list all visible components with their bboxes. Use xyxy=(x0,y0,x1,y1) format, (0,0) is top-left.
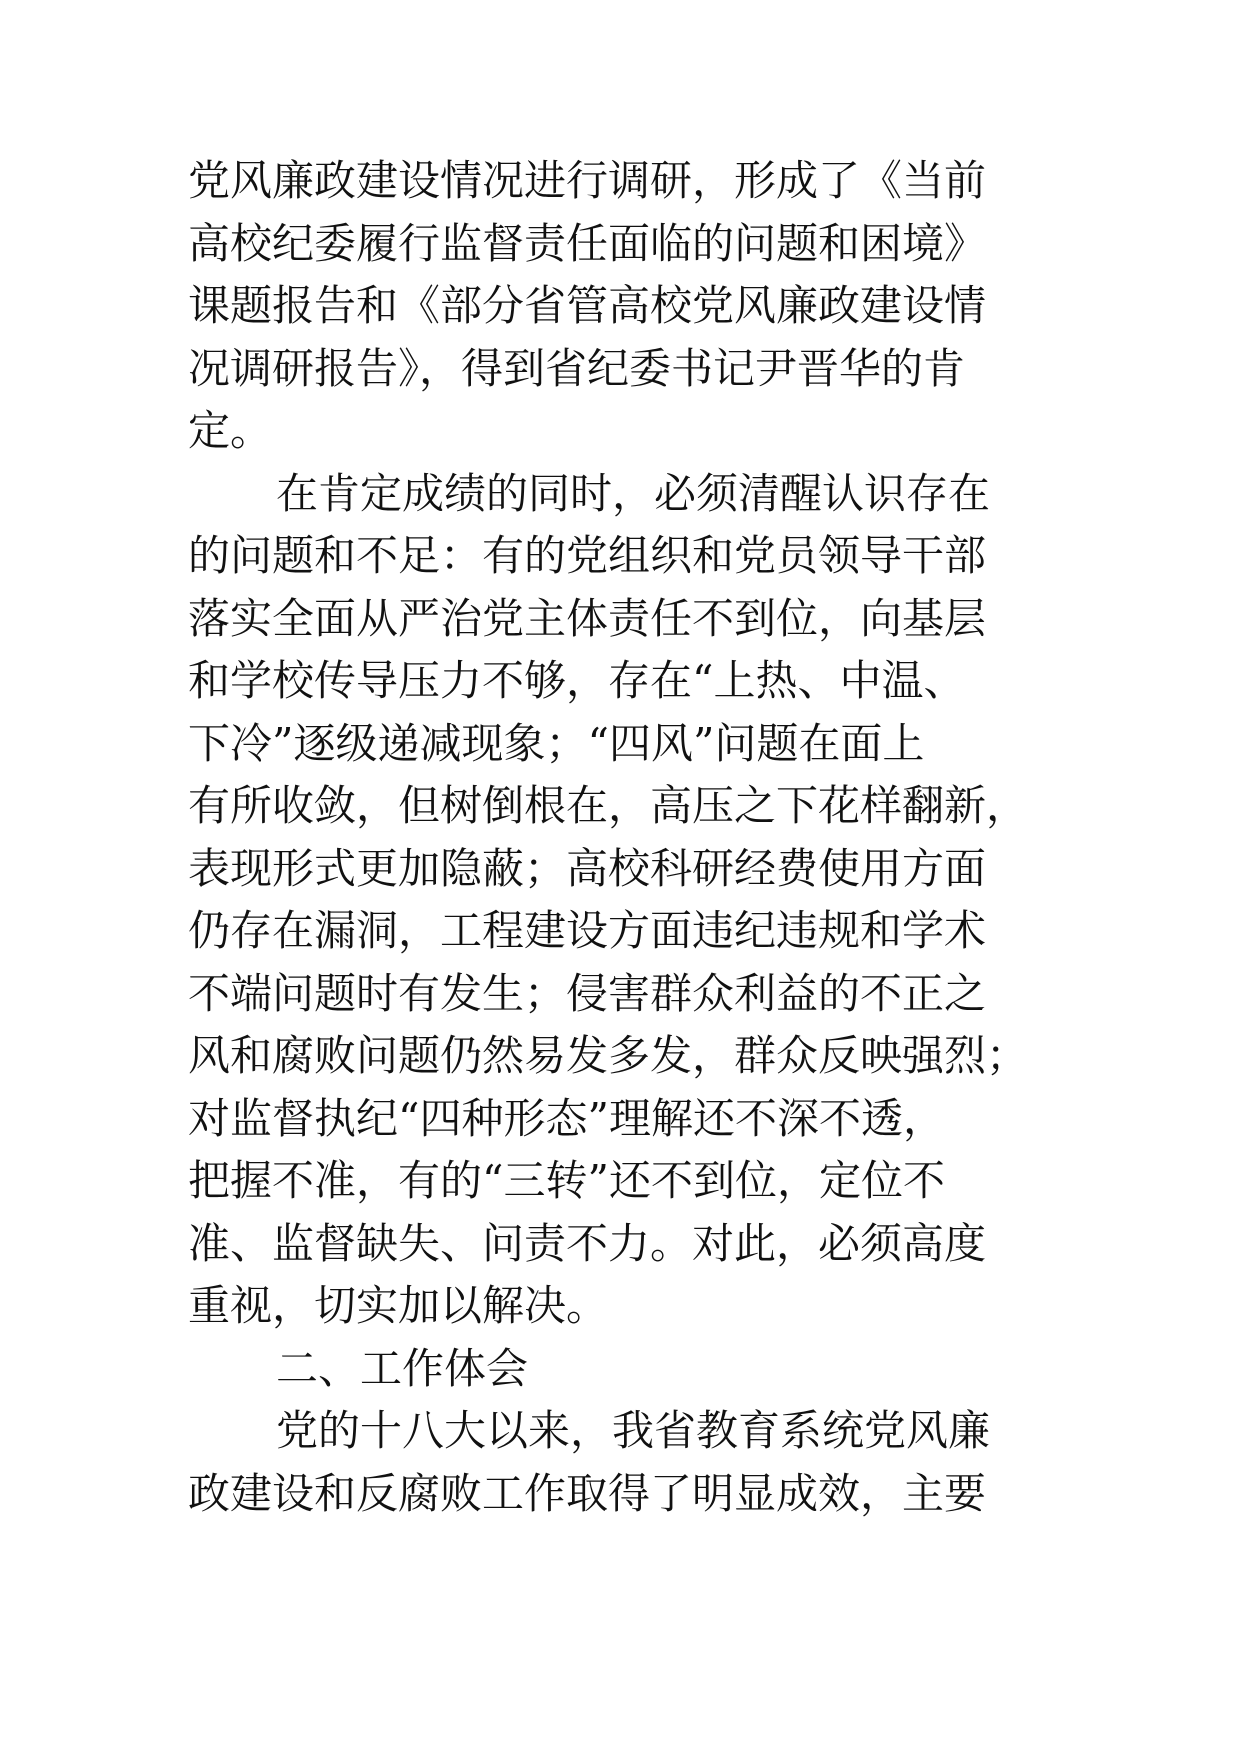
text-line: 况调研报告》，得到省纪委书记尹晋华的肯 xyxy=(188,343,966,393)
text-line: 重视，切实加以解决。 xyxy=(188,1281,609,1330)
paragraph-start-line: 在肯定成绩的同时，必须清醒认识存在 xyxy=(276,468,991,518)
document-body xyxy=(188,150,1068,1525)
text-line: 课题报告和《部分省管高校党风廉政建设情 xyxy=(188,281,987,330)
text-line: 把握不准，有的“三转”还不到位，定位不 xyxy=(188,1156,945,1205)
text-line: 党风廉政建设情况进行调研，形成了《当前 xyxy=(188,156,987,205)
text-line: 准、监督缺失、问责不力。对此，必须高度 xyxy=(188,1218,987,1268)
text-line: 和学校传导压力不够，存在“上热、中温、 xyxy=(188,656,966,705)
text-line: 仍存在漏洞，工程建设方面违纪违规和学术 xyxy=(188,906,987,955)
text-line: 下冷”逐级递减现象；“四风”问题在面上 xyxy=(188,718,925,768)
text-line: 风和腐败问题仍然易发多发，群众反映强烈； xyxy=(188,1031,1029,1080)
text-line: 对监督执纪“四种形态”理解还不深不透， xyxy=(188,1093,945,1143)
paragraph-start-line: 党的十八大以来，我省教育系统党风廉 xyxy=(276,1406,991,1455)
text-line: 有所收敛，但树倒根在，高压之下花样翻新， xyxy=(188,781,1029,830)
text-line: 不端问题时有发生；侵害群众利益的不正之 xyxy=(188,968,987,1018)
text-line: 表现形式更加隐蔽；高校科研经费使用方面 xyxy=(188,843,987,893)
text-line: 政建设和反腐败工作取得了明显成效，主要 xyxy=(188,1468,987,1518)
text-line: 的问题和不足：有的党组织和党员领导干部 xyxy=(188,531,987,580)
text-line: 定。 xyxy=(188,406,273,455)
text-line: 高校纪委履行监督责任面临的问题和困境》 xyxy=(188,218,987,268)
text-line: 落实全面从严治党主体责任不到位，向基层 xyxy=(188,593,987,643)
section-heading: 二、工作体会 xyxy=(276,1343,529,1393)
